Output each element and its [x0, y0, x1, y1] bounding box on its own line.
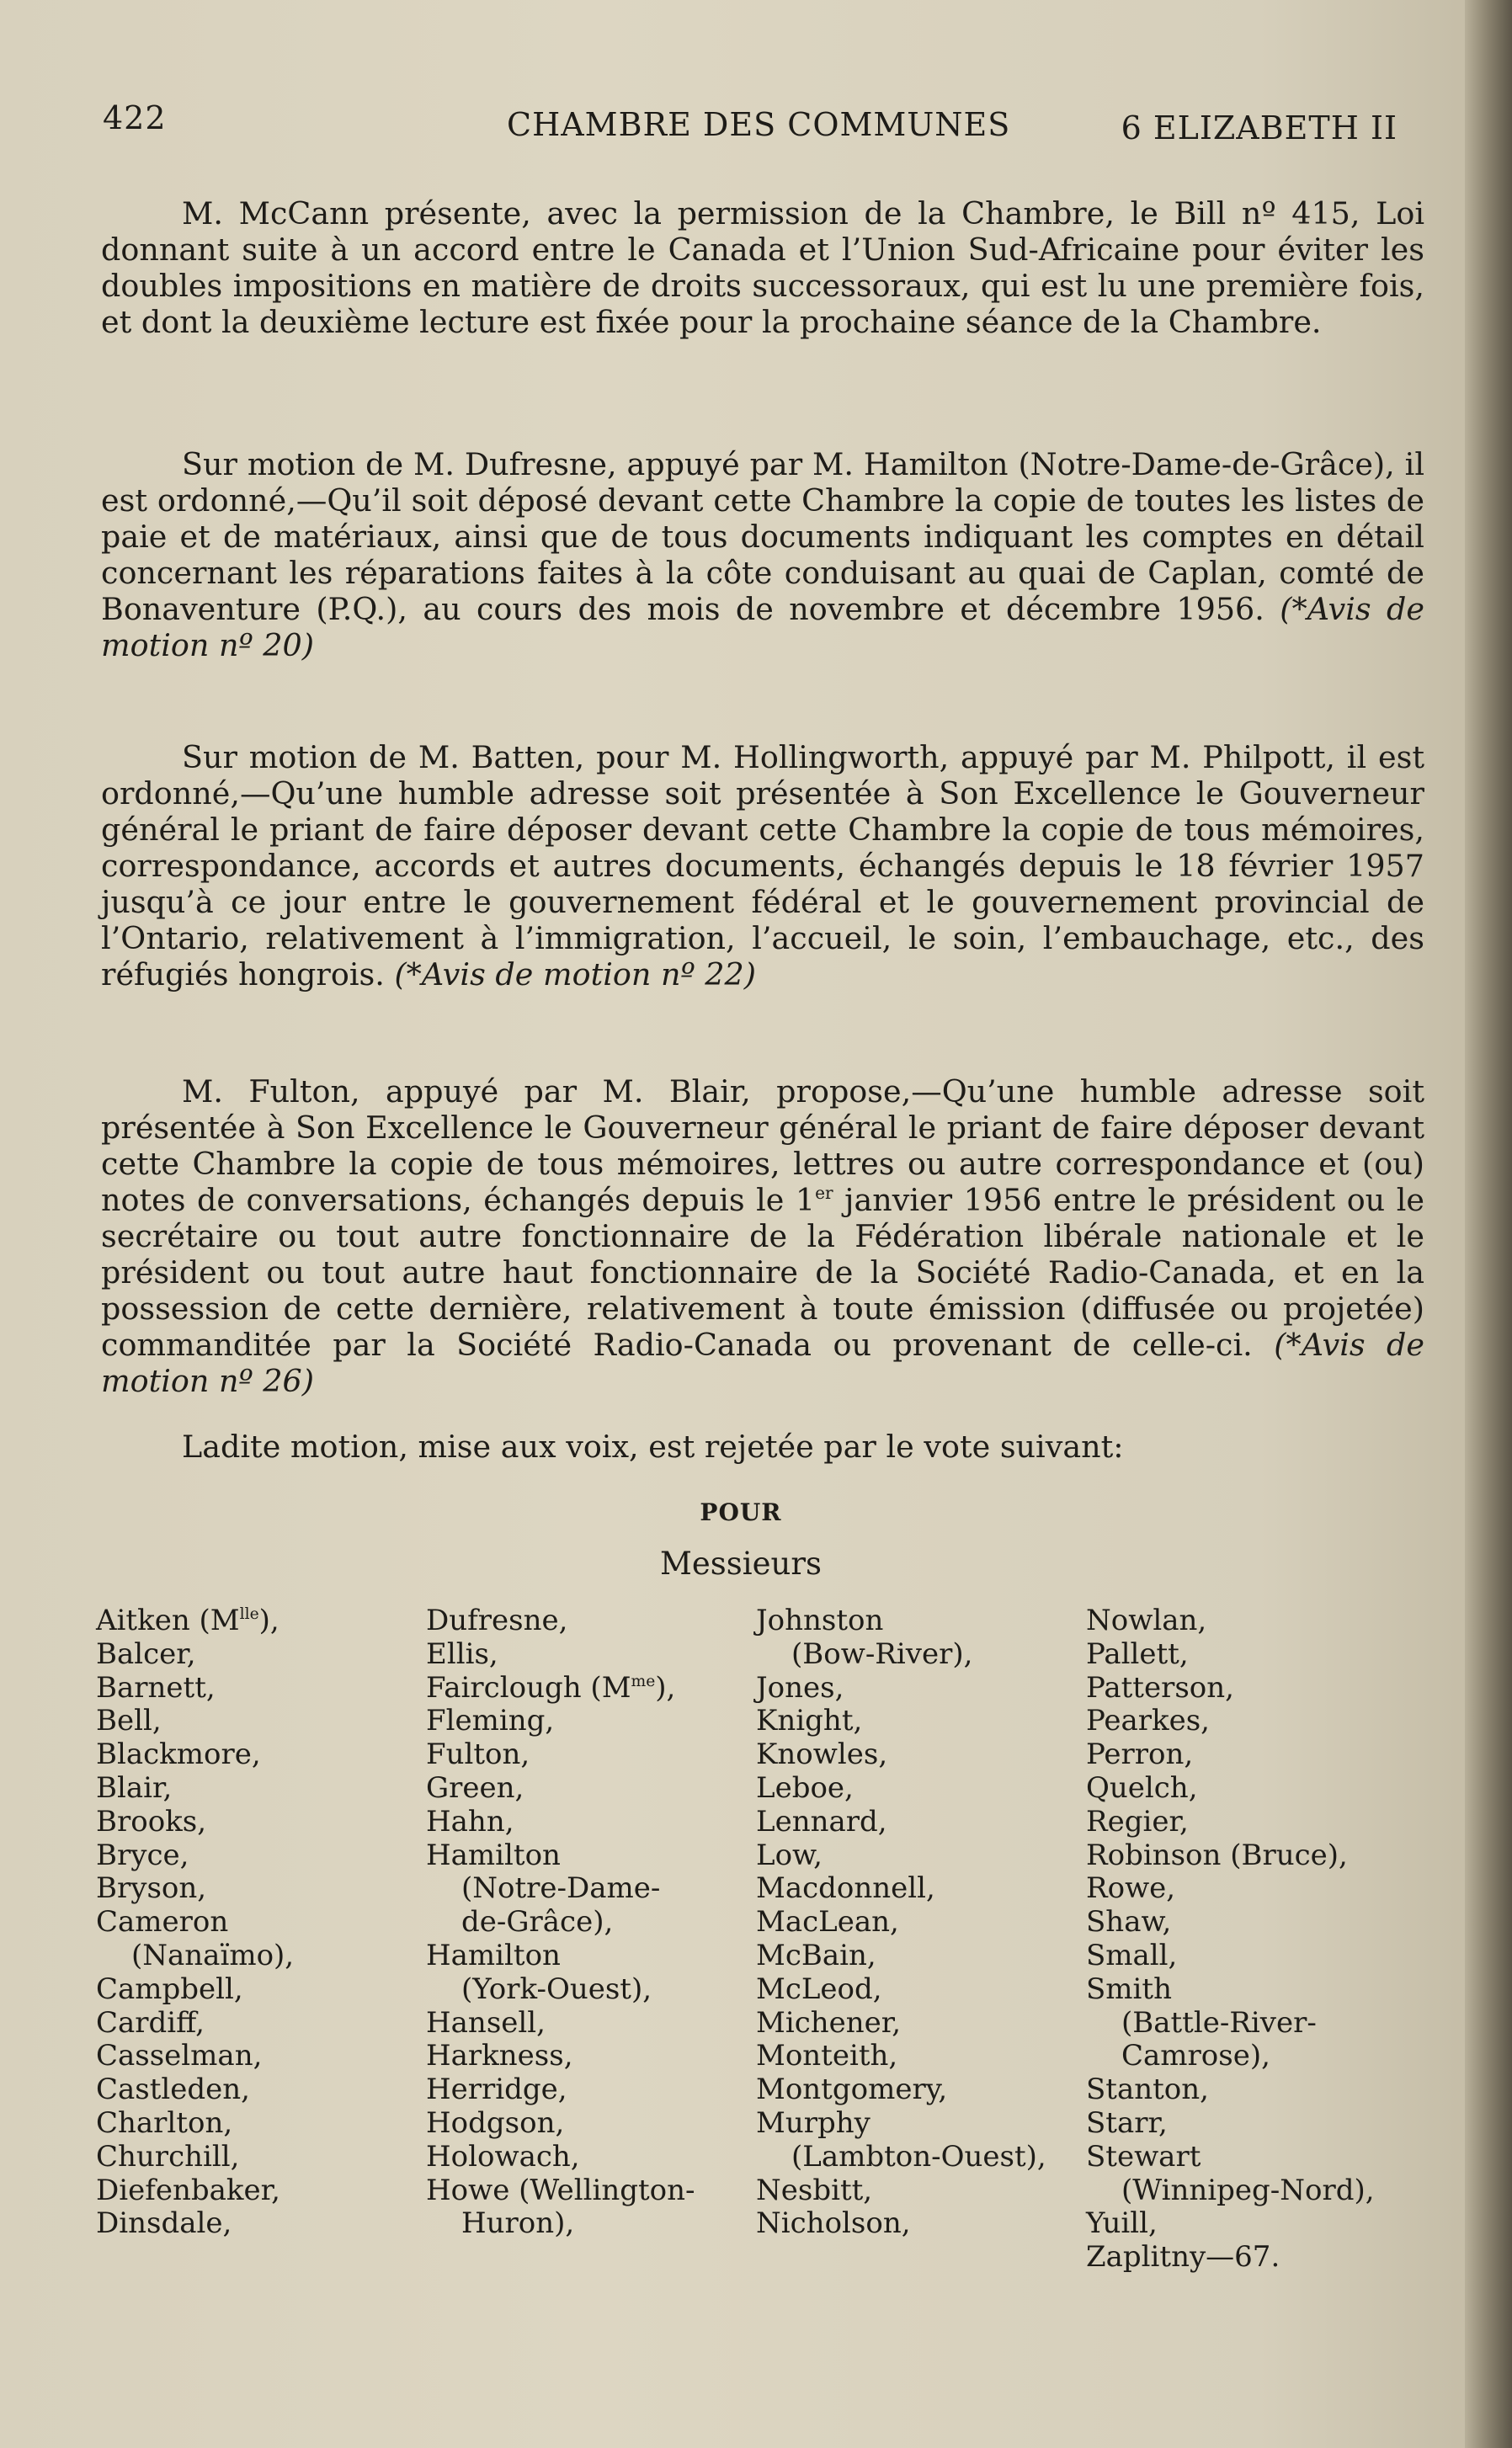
vote-subheading: Messieurs	[660, 1546, 822, 1582]
paragraph-fulton-motion: M. Fulton, appuyé par M. Blair, propose,—Qu’une humble adresse soit présentée à Son Excellence le Gouverneur général le priant de faire déposer devant cette Chambre la copie de tous mémoires, lettres ou autre correspondance et (ou) notes de conversations, échangés depuis le 1er janvier 1956 entre le président ou le secrétaire ou tout autre fonctionnaire de la Fédération libérale nationale et le président ou tout autre haut fonctionnaire de la Société Radio-Canada, et en la possession de cette dernière, relativement à toute émission (diffusée ou projetée) commanditée par la Société Radio-Canada ou provenant de celle-ci. (*Avis de motion nº 26)	[101, 1073, 1425, 1399]
page-number: 422	[103, 99, 167, 136]
member-name: Holowach,	[426, 2139, 580, 2174]
member-name: Blair,	[96, 1770, 173, 1805]
member-name: (Winnipeg-Nord),	[1121, 2173, 1375, 2207]
member-name: Knowles,	[756, 1738, 888, 1772]
member-name: Herridge,	[426, 2073, 567, 2107]
member-name: Robinson (Bruce),	[1086, 1838, 1348, 1872]
member-name: Fleming,	[426, 1704, 555, 1738]
paragraph-bill-415: M. McCann présente, avec la permission de la Chambre, le Bill nº 415, Loi donnant suite à un accord entre le Canada et l’Union Sud-Africaine pour éviter les doubles impositions en matière de droits successoraux, qui est lu une première fois, et dont la deuxième lecture est fixée pour la prochaine séance de la Chambre.	[101, 195, 1424, 340]
member-name: Barnett,	[96, 1670, 216, 1705]
member-column-2	[426, 1605, 695, 2241]
member-name: Ellis,	[426, 1636, 498, 1671]
paragraph-vote-result: Ladite motion, mise aux voix, est rejetée par le vote suivant:	[182, 1429, 1124, 1465]
member-name: Nicholson,	[756, 2206, 911, 2241]
member-name: Charlton,	[96, 2105, 233, 2140]
member-name: (Lambton-Ouest),	[791, 2139, 1046, 2174]
member-name: Hodgson,	[426, 2105, 565, 2140]
running-header	[103, 99, 1398, 150]
member-name: Quelch,	[1086, 1770, 1198, 1805]
member-name: Casselman,	[96, 2039, 263, 2073]
member-name: Hahn,	[426, 1804, 514, 1839]
member-name: Macdonnell,	[756, 1871, 935, 1906]
member-name: Churchill,	[96, 2139, 240, 2174]
member-name: Perron,	[1086, 1738, 1194, 1772]
member-name: Campbell,	[96, 1972, 243, 2006]
member-name: (Notre-Dame-	[461, 1871, 661, 1906]
member-name: Regier,	[1086, 1804, 1189, 1839]
member-name: Michener,	[756, 2005, 902, 2040]
member-name: Stewart	[1086, 2139, 1201, 2174]
member-name: Shaw,	[1086, 1905, 1172, 1940]
member-name: Hamilton	[426, 1838, 561, 1872]
member-name: Johnston	[756, 1604, 884, 1637]
member-name: Brooks,	[96, 1804, 207, 1839]
member-name: Knight,	[756, 1704, 863, 1738]
member-name: Blackmore,	[96, 1738, 261, 1772]
member-name: Green,	[426, 1770, 524, 1805]
member-name: (Bow-River),	[791, 1636, 973, 1671]
member-name: McLeod,	[756, 1972, 882, 2006]
member-name: Hamilton	[426, 1938, 561, 1972]
vote-heading: POUR	[700, 1498, 782, 1526]
member-name: Hansell,	[426, 2005, 546, 2040]
member-name: (York-Ouest),	[461, 1972, 652, 2006]
member-name: Huron),	[461, 2206, 575, 2241]
member-name: Aitken $(M^{lle})$,	[96, 1604, 280, 1637]
member-name: (Battle-River-	[1121, 2005, 1317, 2040]
member-column-4	[1086, 1605, 1375, 2275]
member-name: Starr,	[1086, 2105, 1168, 2140]
member-name: Balcer,	[96, 1636, 196, 1671]
book-spine-shadow	[1465, 0, 1512, 2448]
member-name: Nesbitt,	[756, 2173, 873, 2207]
member-name: Dinsdale,	[96, 2206, 232, 2241]
paragraph-batten-motion: Sur motion de M. Batten, pour M. Hollingworth, appuyé par M. Philpott, il est ordonné,—Qu’une humble adresse soit présentée à Son Excellence le Gouverneur général le priant de faire déposer devant cette Chambre la copie de tous mémoires, correspondance, accords et autres documents, échangés depuis le 18 février 1957 jusqu’à ce jour entre le gouvernement fédéral et le gouvernement provincial de l’Ontario, relativement à l’immigration, l’accueil, le soin, l’embauchage, etc., des réfugiés hongrois. (*Avis de motion nº 22)	[101, 739, 1424, 993]
member-name: MacLean,	[756, 1905, 899, 1940]
member-name: Fulton,	[426, 1738, 530, 1772]
member-name: Nowlan,	[1086, 1604, 1207, 1637]
member-name: Cameron	[96, 1905, 229, 1940]
member-name: Stanton,	[1086, 2073, 1209, 2107]
member-name: Bryson,	[96, 1871, 207, 1906]
member-name: Zaplitny—67.	[1086, 2240, 1280, 2275]
header-session: 6 ELIZABETH II	[1121, 109, 1398, 146]
motion-notice: (*Avis de motion nº 26)	[101, 1327, 1425, 1399]
member-name: Jones,	[756, 1670, 844, 1705]
member-name: Bryce,	[96, 1838, 189, 1872]
member-column-3	[756, 1605, 1046, 2241]
member-name: Bell,	[96, 1704, 162, 1738]
member-name: Small,	[1086, 1938, 1178, 1972]
member-name: Diefenbaker,	[96, 2173, 280, 2207]
paragraph-dufresne-motion: Sur motion de M. Dufresne, appuyé par M. Hamilton (Notre-Dame-de-Grâce), il est ordonné,—Qu’il soit déposé devant cette Chambre la copie de toutes les listes de paie et de matériaux, ainsi que de tous documents indiquant les comptes en détail concernant les réparations faites à la côte conduisant au quai de Caplan, comté de Bonaventure (P.Q.), au cours des mois de novembre et décembre 1956. (*Avis de motion nº 20)	[101, 446, 1424, 663]
member-name: Yuill,	[1086, 2206, 1158, 2241]
member-name: de-Grâce),	[461, 1905, 614, 1940]
member-name: Lennard,	[756, 1804, 887, 1839]
member-name: Rowe,	[1086, 1871, 1176, 1906]
member-column-1	[96, 1605, 294, 2241]
member-name: Murphy	[756, 2105, 870, 2140]
member-name: Monteith,	[756, 2039, 898, 2073]
member-name: Fairclough $(M^{me})$,	[426, 1670, 676, 1705]
member-name: (Nanaïmo),	[131, 1938, 295, 1972]
header-title: CHAMBRE DES COMMUNES	[507, 106, 1011, 143]
member-name: Montgomery,	[756, 2073, 948, 2107]
member-name: Castleden,	[96, 2073, 250, 2107]
member-name: Camrose),	[1121, 2039, 1270, 2073]
member-name: Leboe,	[756, 1770, 854, 1805]
member-name: Harkness,	[426, 2039, 573, 2073]
motion-notice: (*Avis de motion nº 22)	[394, 956, 756, 993]
member-name: Pallett,	[1086, 1636, 1189, 1671]
member-name: Patterson,	[1086, 1670, 1234, 1705]
member-name: Low,	[756, 1838, 823, 1872]
member-name: Pearkes,	[1086, 1704, 1210, 1738]
member-name: Dufresne,	[426, 1604, 568, 1637]
member-name: Smith	[1086, 1972, 1172, 2006]
member-name: McBain,	[756, 1938, 876, 1972]
motion-notice: (*Avis de motion nº 20)	[101, 591, 1424, 663]
member-name: Cardiff,	[96, 2005, 205, 2040]
member-name: Howe (Wellington-	[426, 2173, 695, 2207]
